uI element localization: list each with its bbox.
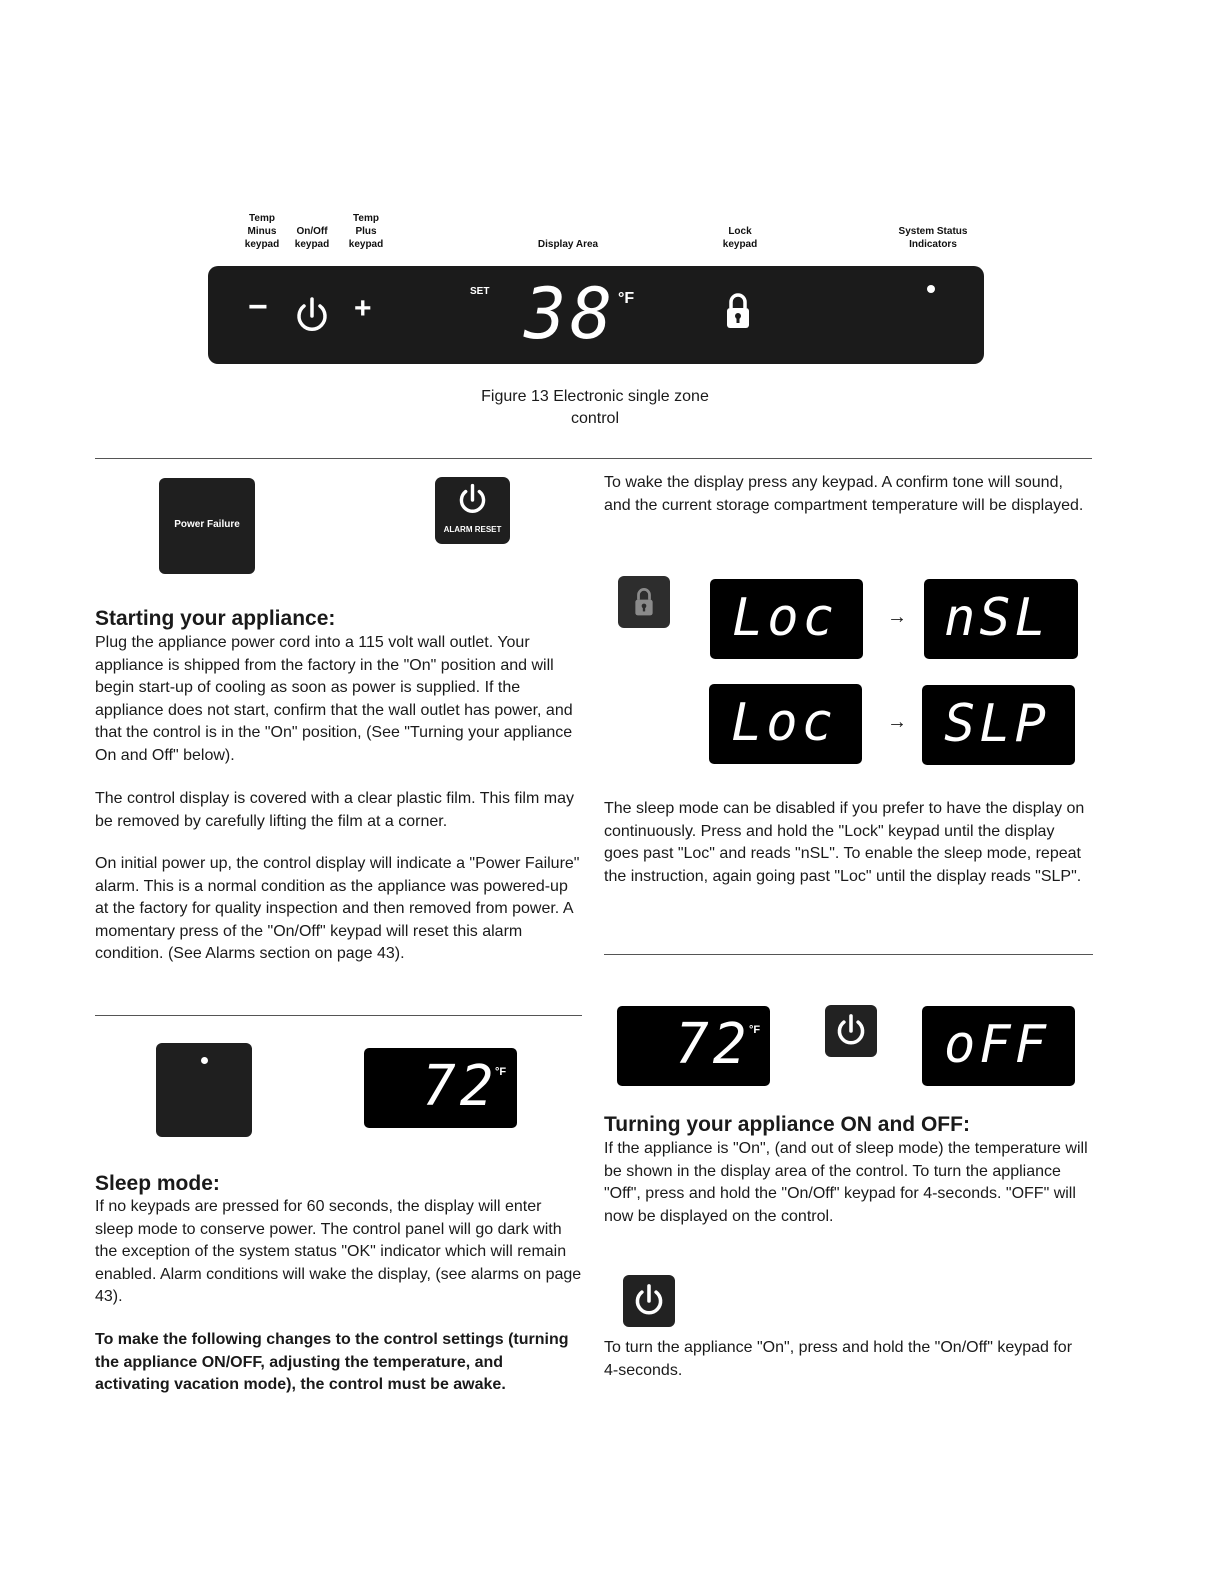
arrow-icon: → — [887, 606, 907, 628]
control-panel — [208, 266, 984, 364]
temp-minus-label: Temp Minus keypad — [244, 213, 280, 250]
display-text: nSL — [944, 588, 1050, 648]
sleeping-panel — [156, 1043, 252, 1137]
lock-button — [618, 576, 670, 628]
lock-display-from — [709, 684, 862, 764]
sleep-paragraph-1: If no keypads are pressed for 60 seconds, the display will enter sleep mode to conserve power. The control panel will go dark with the exception of the system status "OK" indicator which will remain enabled. Alarm conditions will wake the display, (see alarms on page 43). — [95, 1198, 582, 1305]
display-area-label: Display Area — [537, 239, 599, 250]
temperature-readout: 72 — [675, 1012, 751, 1077]
power-icon — [457, 483, 488, 517]
wake-paragraph: To wake the display press any keypad. A confirm tone will sound, and the current storage compartment temperature will be displayed. — [604, 474, 1084, 514]
system-status-label: System Status Indicators — [898, 226, 968, 250]
status-indicator-dot — [927, 285, 935, 293]
starting-heading: Starting your appliance: — [95, 607, 336, 630]
starting-paragraph-1: Plug the appliance power cord into a 115 volt wall outlet. Your appliance is shipped from the factory in the "On" position and will begin start-up of cooling as soon as power is supplied. If the appliance does not start, confirm that the wall outlet has power, and that the control is in the "On" position, (See "Turning your appliance On and Off" below). — [95, 634, 573, 764]
onoff-paragraph-2: To turn the appliance "On", press and hold the "On/Off" keypad for 4-seconds. — [604, 1339, 1073, 1379]
starting-paragraph-3: On initial power up, the control display will indicate a "Power Failure" alarm. This is a normal condition as the appliance was powered-up at the factory for quality inspection and then removed from power. A momentary press of the "On/Off" keypad will reset this alarm condition. (See Alarms section on page 43). — [95, 855, 580, 962]
temp-minus-button[interactable]: − — [248, 288, 268, 326]
divider — [604, 954, 1093, 955]
on-off-button — [623, 1275, 675, 1327]
lock-icon — [633, 586, 655, 618]
lock-icon[interactable] — [724, 292, 752, 330]
display-text: oFF — [944, 1015, 1050, 1075]
lock-display-to — [922, 685, 1075, 765]
sleep-heading: Sleep mode: — [95, 1172, 220, 1195]
starting-paragraph-2: The control display is covered with a clear plastic film. This film may be removed by carefully lifting the film at a corner. — [95, 790, 574, 830]
temp-plus-button[interactable]: + — [354, 292, 372, 325]
alarm-reset-button — [435, 477, 510, 544]
temperature-readout: 72 — [422, 1054, 498, 1119]
power-failure-label: Power Failure — [174, 519, 240, 530]
set-indicator: SET — [470, 286, 490, 297]
alarm-reset-label: ALARM RESET — [443, 525, 502, 534]
lock-display-to — [924, 579, 1078, 659]
temperature-unit: °F — [495, 1066, 507, 1078]
power-failure-button — [159, 478, 255, 574]
arrow-icon: → — [887, 711, 907, 733]
onoff-paragraph-1: If the appliance is "On", (and out of sleep mode) the temperature will be shown in the display area of the control. To turn the appliance "Off", press and hold the "On/Off" keypad for 4-seconds. "OFF" will now be displayed on the control. — [604, 1140, 1088, 1225]
divider — [95, 1015, 582, 1016]
sleep-disable-paragraph: The sleep mode can be disabled if you prefer to have the display on continuously. Press and hold the "Lock" keypad until the display goes past "Loc" and reads "nSL". To enable the sleep mode, repeat the instruction, again going past "Loc" until the display reads "SLP". — [604, 800, 1085, 885]
temperature-display — [364, 1048, 517, 1128]
power-icon — [633, 1283, 665, 1319]
temperature-unit: °F — [618, 290, 635, 307]
onoff-heading: Turning your appliance ON and OFF: — [604, 1113, 970, 1136]
lock-keypad-label: Lock keypad — [722, 226, 758, 250]
power-icon[interactable] — [294, 296, 330, 336]
sleep-paragraph-2: To make the following changes to the control settings (turning the appliance ON/OFF, adjusting the temperature, and activating vacation mode), the control must be awake. — [95, 1331, 569, 1393]
on-off-button — [825, 1005, 877, 1057]
temperature-display — [617, 1006, 770, 1086]
temp-plus-label: Temp Plus keypad — [348, 213, 384, 250]
status-indicator-dot — [201, 1057, 208, 1064]
display-text: Loc — [731, 693, 837, 753]
display-text: Loc — [732, 588, 838, 648]
temperature-readout: 38 — [524, 273, 617, 355]
on-off-label: On/Off keypad — [294, 226, 330, 250]
power-icon — [835, 1013, 867, 1049]
divider — [95, 458, 1092, 459]
lock-display-from — [710, 579, 863, 659]
figure-caption: Figure 13 Electronic single zone control — [481, 388, 709, 427]
off-display — [922, 1006, 1075, 1086]
temperature-unit: °F — [749, 1024, 761, 1036]
display-text: SLP — [944, 694, 1050, 754]
